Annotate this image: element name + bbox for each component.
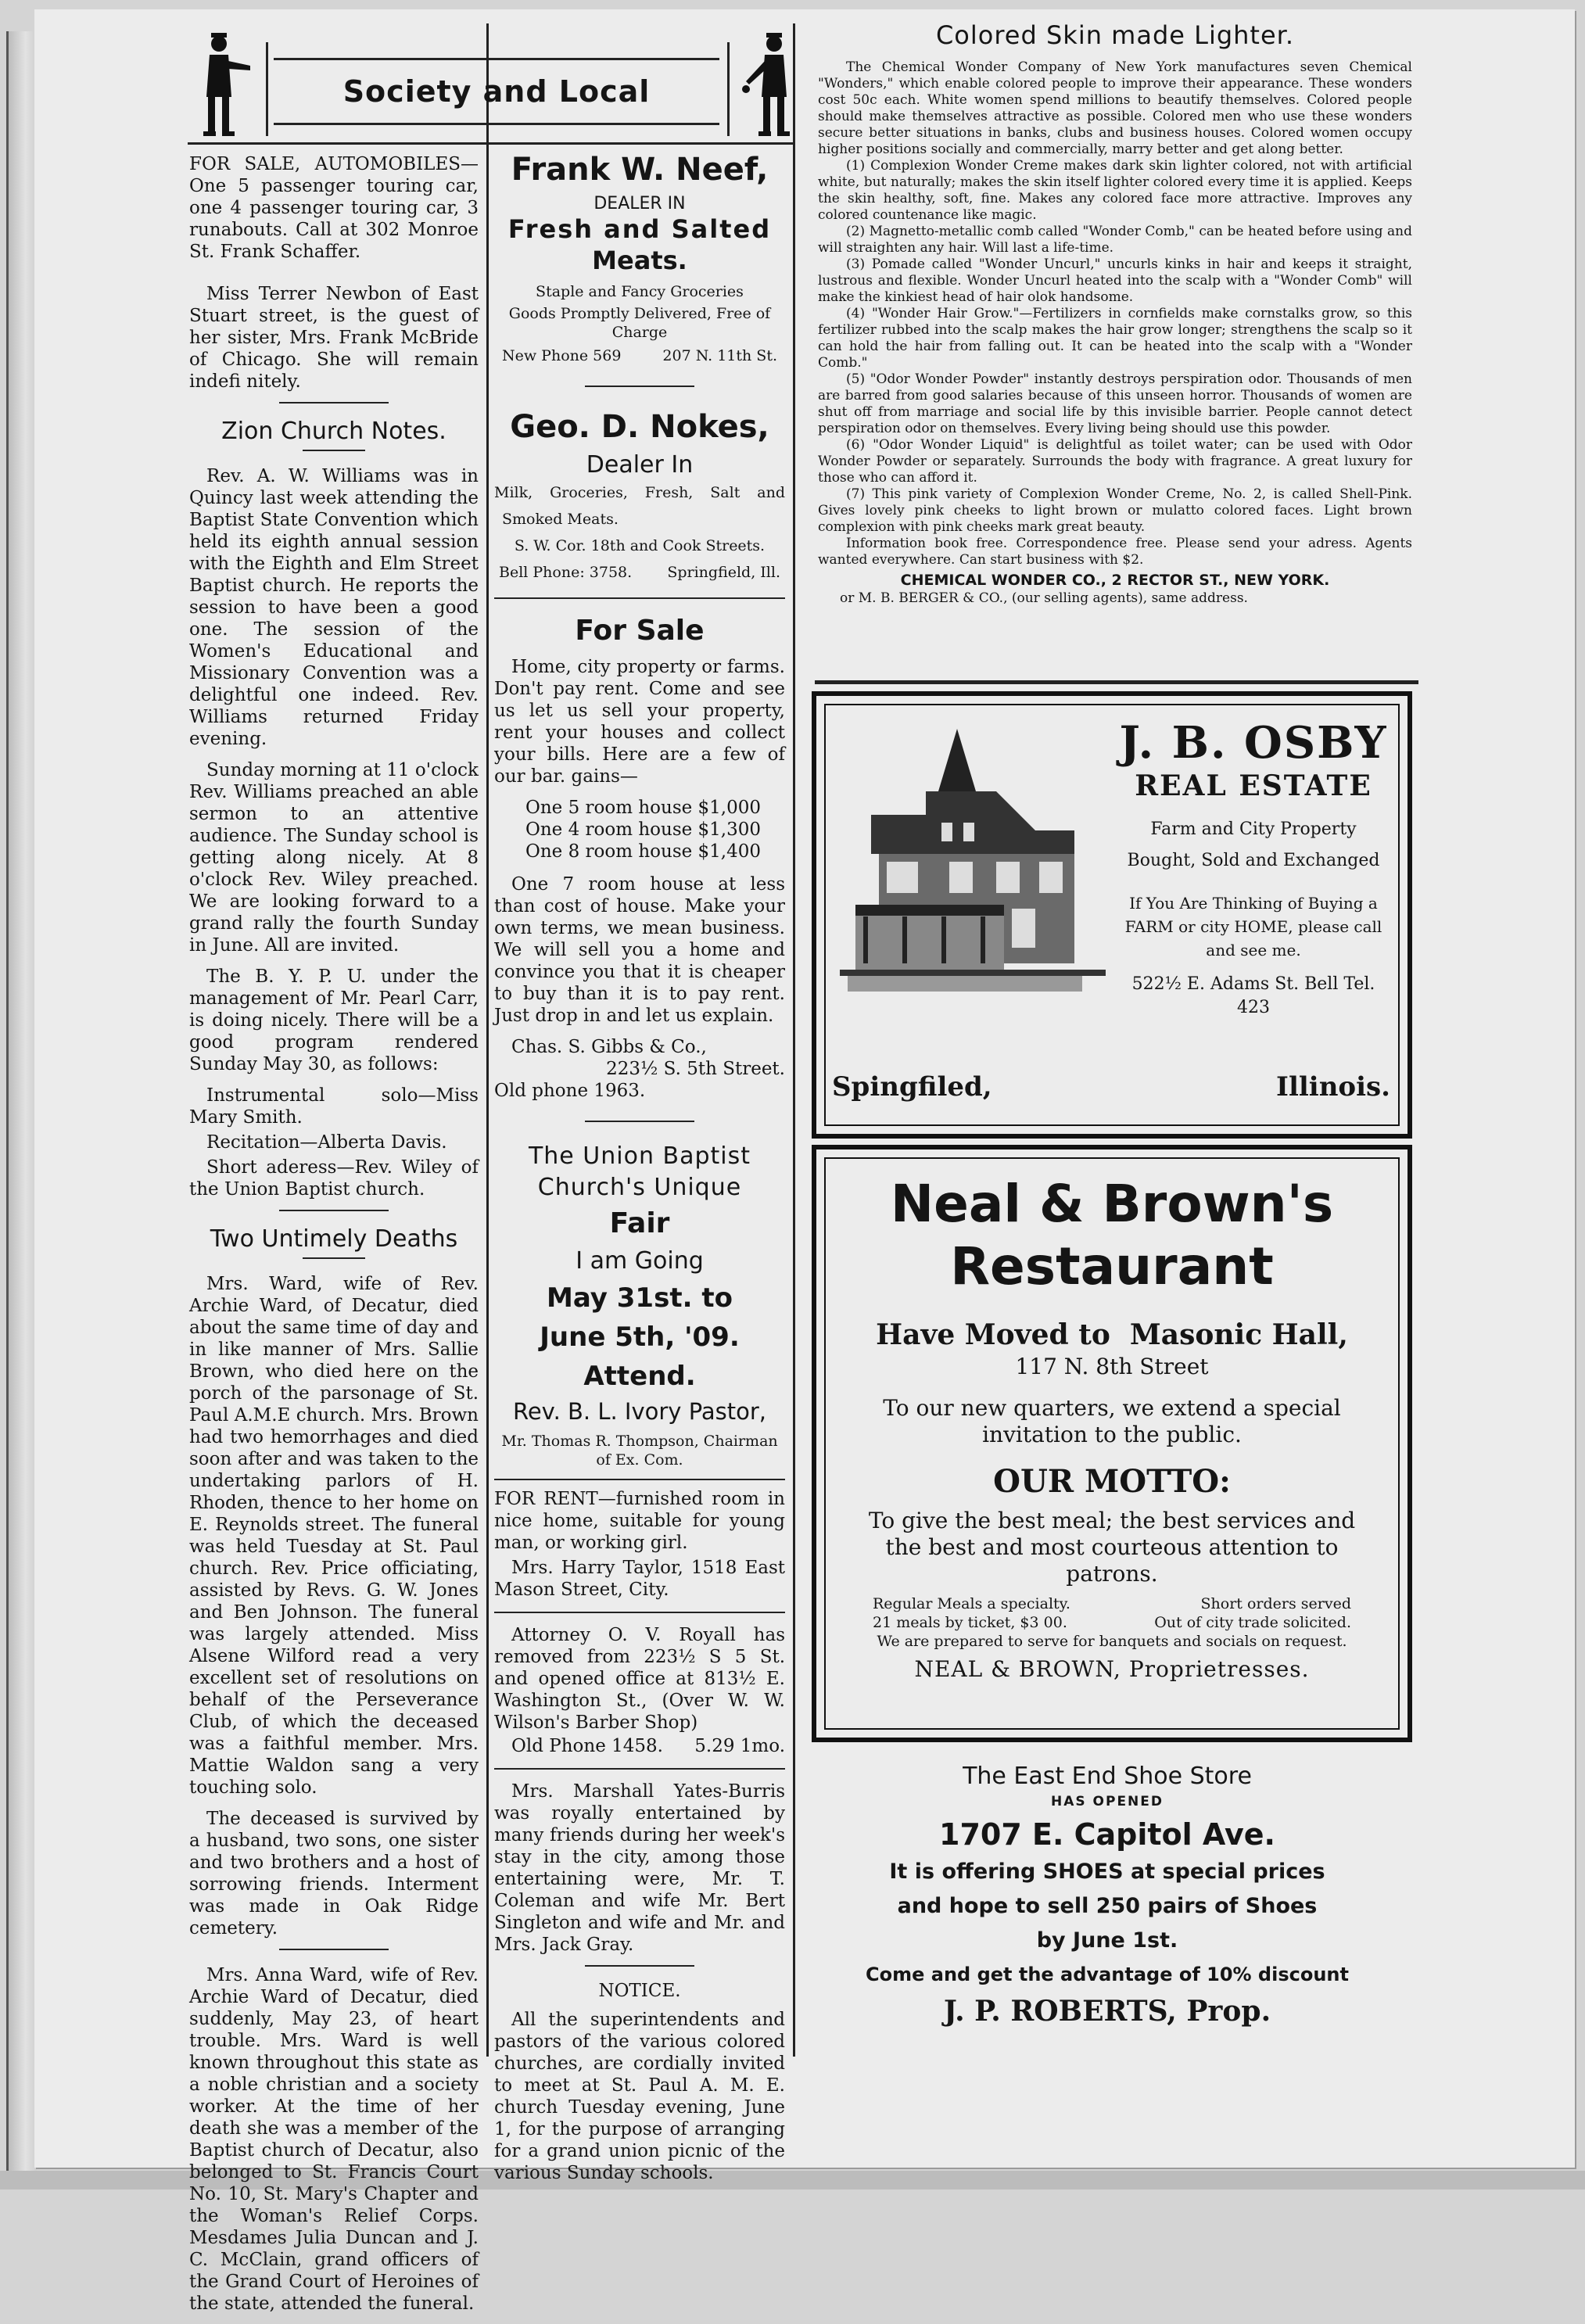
house-illustration-icon — [840, 721, 1106, 1002]
newspaper-page — [34, 9, 1575, 2314]
shoe-line: It is offering SHOES at special prices — [889, 1860, 1325, 1884]
neal-moved: Have Moved to Masonic Hall, — [876, 1318, 1348, 1351]
neef-address: 207 N. 11th St. — [662, 347, 777, 364]
zion-program-item: Instrumental solo—Miss Mary Smith. — [189, 1085, 479, 1128]
divider — [815, 680, 1418, 684]
skin-paragraph: The Chemical Wonder Company of New York manufactures seven Chemical "Wonders," which enable colored people to improve their appearance. These wonders cost 50c each. White women spend millions to beautify themselves. Colored people should make themselves attractive as possible. Colored men who use these wonders secure better situations in banks, clubs and business houses. Colored women occupy higher positions socially and commercially, marry better and get along better. — [818, 59, 1412, 157]
skin-paragraph: (7) This pink variety of Complexion Wonder Creme, No. 2, is called Shell-Pink. Gives lovely pink cheeks to light brown or mulatto colored faces. Light brown complexion with pink cheeks mark great beauty. — [818, 486, 1412, 535]
man-figure-right-icon — [735, 27, 805, 144]
forsale-ad — [494, 615, 785, 1102]
neal-regular: Regular Meals a specialty. — [873, 1595, 1070, 1612]
divider — [279, 1210, 389, 1211]
automobiles-ad: FOR SALE, AUTOMOBILES— One 5 passenger touring car, one 4 passenger touring car, 3 runabouts. Call at 302 Monroe St. Frank Schaffer. — [189, 154, 479, 262]
shoe-line: J. P. ROBERTS, Prop. — [943, 1995, 1271, 2028]
neal-row — [873, 1614, 1351, 1631]
nokes-contact — [499, 563, 780, 582]
zion-program-item: Recitation—Alberta Davis. — [206, 1132, 447, 1153]
divider — [303, 450, 365, 451]
skin-ad — [818, 20, 1412, 606]
gibbs-phone: Old phone 1963. — [494, 1081, 646, 1101]
neal-restaurant: Restaurant — [950, 1236, 1274, 1296]
skin-paragraph: (2) Magnetto-metallic comb called "Wonder Comb," can be heated before using and will straighten any hair. Will last a life-time. — [818, 224, 1412, 256]
nokes-dealer: Dealer In — [586, 451, 694, 479]
divider — [494, 1479, 785, 1480]
shoe-store-ad — [812, 1761, 1403, 2032]
fair-line: Rev. B. L. Ivory Pastor, — [512, 1398, 767, 1425]
neal-banquets: We are prepared to serve for banquets and socials on request. — [877, 1633, 1347, 1650]
neal-ticket: 21 meals by ticket, $3 00. — [873, 1614, 1067, 1631]
nokes-goods: Milk, Groceries, Fresh, Salt and — [494, 484, 785, 501]
divider — [494, 597, 785, 599]
neal-short-orders: Short orders served — [1200, 1595, 1351, 1612]
forsale-heading: For Sale — [575, 615, 705, 647]
neal-motto: OUR MOTTO: — [993, 1463, 1231, 1500]
forsale-paragraph: One 7 room house at less than cost of house. Make your own terms, we mean business. We will sell you a home and convince you that it is cheaper to buy than it is to pay rent. Just drop in and let us explain. — [494, 874, 785, 1026]
zion-paragraph: The B. Y. P. U. under the management of Mr. Pearl Carr, is doing nicely. There will be a good program rendered Sunday May 30, as follows: — [189, 967, 479, 1074]
fair-line: The Union Baptist — [528, 1142, 751, 1170]
fair-line: Church's Unique — [537, 1174, 742, 1201]
skin-paragraph: Information book free. Correspondence free. Please send your adress. Agents wanted everywhere. Can start business with $2. — [818, 536, 1412, 568]
osby-state: Illinois. — [1276, 1071, 1390, 1103]
osby-city: Spingfiled, — [832, 1071, 992, 1103]
newbon-notice: Miss Terrer Newbon of East Stuart street, is the guest of her sister, Mrs. Frank McBride of Chicago. She will remain indefi nitely. — [189, 284, 479, 392]
shoe-line: 1707 E. Capitol Ave. — [939, 1817, 1275, 1852]
osby-invite: If You Are Thinking of Buying a FARM or city HOME, please call and see me. — [1124, 894, 1382, 959]
osby-name: J. B. OSBY — [1119, 717, 1388, 769]
nokes-phone: Bell Phone: 3758. — [499, 564, 633, 581]
skin-heading: Colored Skin made Lighter. — [935, 20, 1295, 50]
masthead — [188, 27, 813, 144]
neef-line: Meats. — [592, 246, 687, 275]
neal-name: Neal & Brown's — [890, 1174, 1334, 1234]
skin-paragraph: (4) "Wonder Hair Grow."—Fertilizers in cornfields make cornstalks grow, so this fertilizer rubbed into the scalp makes the hair grow longer; strengthens the scalp so it can hold the hair from falling out. It can be heated into the scalp with a "Wonder Comb." — [818, 306, 1412, 371]
divider — [494, 1612, 785, 1613]
neef-line: Fresh and Salted — [507, 214, 772, 244]
notice-text: All the superintendents and pastors of the various colored churches, are cordially invited to meet at St. Paul A. M. E. church Tuesday evening, June 1, for the purpose of arranging for a grand union picnic of the various Sunday schools. — [494, 2010, 785, 2183]
neal-brown-ad — [812, 1145, 1412, 1742]
skin-agents: or M. B. BERGER & CO., (our selling agents), same address. — [840, 590, 1248, 606]
osby-farm: Farm and City Property — [1150, 819, 1357, 839]
man-figure-left-icon — [188, 27, 258, 144]
osby-bought: Bought, Sold and Exchanged — [1127, 851, 1380, 870]
nokes-city: Springfield, Ill. — [667, 564, 780, 581]
deaths-paragraph: Mrs. Ward, wife of Rev. Archie Ward, of Decatur, died about the same time of day and in like manner of Mrs. Sallie Brown, who died here on the porch of the parsonage of St. Paul A.M.E church. Mrs. Brown had two hemorrhages and died soon after and was taken to the undertaking parlors of H. Rhoden, thence to her home on E. Reynolds street. The funeral was held Tuesday at St. Paul church. Rev. Price officiating, assisted by Revs. G. W. Jones and Ben Johnson. The funeral was largely attended. Miss Alsene Wilford read a very excellent set of resolutions on behalf of the Perseverance Club, of which the deceased was a faithful member. Mrs. Mattie Waldon sang a very touching solo. — [189, 1274, 479, 1798]
zion-paragraph: Sunday morning at 11 o'clock Rev. Williams preached an able sermon to an attentive audience. The Sunday school is getting along nicely. At 8 o'clock Rev. Wiley preached. We are looking forward to a grand rally the fourth Sunday in June. All are invited. — [189, 760, 479, 956]
column-3 — [818, 20, 1412, 606]
divider — [303, 1257, 365, 1259]
royall-date: 5.29 1mo. — [694, 1736, 785, 1756]
divider — [585, 386, 694, 387]
osby-address: 522½ E. Adams St. Bell Tel. 423 — [1131, 974, 1375, 1017]
deaths-heading: Two Untimely Deaths — [210, 1225, 458, 1253]
gibbs-address: 223½ S. 5th Street. — [606, 1059, 785, 1079]
column-rule-1 — [486, 23, 489, 2057]
osby-text — [1115, 718, 1392, 1020]
binding-edge — [6, 31, 37, 2174]
deaths-paragraph: Mrs. Anna Ward, wife of Rev. Archie Ward of Decatur, died suddenly, May 23, of heart trouble. Mrs. Ward is well known throughout this state as a noble christian and a society worker. At the time of her death she was a member of the Baptist church of Decatur, also belonged to St. Francis Court No. 10, St. Mary's Chapter and the Woman's Relief Corps. Mesdames Julia Duncan and J. C. McClain, grand officers of the Grand Court of Heroines of the state, attended the funeral. — [189, 1965, 479, 2314]
masthead-divider — [266, 42, 268, 136]
fair-line: June 5th, '09. — [540, 1322, 740, 1353]
divider — [585, 1965, 694, 1967]
neef-name: Frank W. Neef, — [511, 152, 769, 188]
neal-give: To give the best meal; the best services and the best and most courteous attention to patrons. — [868, 1508, 1356, 1587]
osby-inner-frame — [824, 704, 1400, 1126]
house-listing: One 8 room house $1,400 — [525, 841, 762, 862]
divider — [585, 1121, 694, 1122]
masthead-title-box — [274, 58, 719, 125]
osby-ad — [812, 691, 1412, 1139]
fair-line: Mr. Thomas R. Thompson, Chairman of Ex. Com. — [501, 1433, 778, 1469]
neal-proprietresses: NEAL & BROWN, Proprietresses. — [914, 1656, 1310, 1682]
nokes-smoked: Smoked Meats. — [502, 511, 619, 528]
shoe-line: The East End Shoe Store — [963, 1763, 1252, 1790]
nokes-ad — [494, 407, 785, 582]
shoe-line: and hope to sell 250 pairs of Shoes — [897, 1894, 1318, 1918]
nokes-address: S. W. Cor. 18th and Cook Streets. — [514, 537, 766, 554]
neef-dealer: DEALER IN — [593, 194, 686, 213]
column-2 — [494, 150, 785, 2193]
royall-phone: Old Phone 1458. — [511, 1736, 663, 1756]
neef-goods: Goods Promptly Delivered, Free of Charge — [508, 305, 771, 341]
zion-program-item: Short aderess—Rev. Wiley of the Union Baptist church. — [189, 1157, 479, 1200]
forrent-signature: Mrs. Harry Taylor, 1518 East Mason Street, City. — [494, 1558, 785, 1600]
skin-paragraph: (6) "Odor Wonder Liquid" is delightful as toilet water; can be used with Odor Wonder Powder or separately. Surrounds the body with fragrance. A great luxury for those who can afford it. — [818, 437, 1412, 486]
divider — [279, 1949, 389, 1950]
house-listing: One 4 room house $1,300 — [525, 819, 762, 840]
skin-company: CHEMICAL WONDER CO., 2 RECTOR ST., NEW YORK. — [900, 572, 1330, 589]
masthead-divider-right — [727, 42, 730, 136]
neal-row — [873, 1595, 1351, 1612]
skin-paragraph: (5) "Odor Wonder Powder" instantly destroys perspiration odor. Thousands of men are barred from good salaries because of this unseen horror. Thousands of women are shut off from marriage and social life by this invisible barrier. People cannot detect perspiration odor on themselves. Every living being should use this powder. — [818, 371, 1412, 436]
shoe-line: Come and get the advantage of 10% discount — [866, 1964, 1349, 1985]
deaths-paragraph: The deceased is survived by a husband, two sons, one sister and two brothers and a host of sorrowing friends. Interment was made in Oak Ridge cemetery. — [189, 1809, 479, 1938]
divider — [494, 1768, 785, 1770]
neef-phone: New Phone 569 — [502, 347, 622, 364]
neal-out-of-city: Out of city trade solicited. — [1154, 1614, 1351, 1631]
fair-line: Fair — [609, 1207, 670, 1239]
zion-heading: Zion Church Notes. — [221, 418, 446, 445]
royall-footer — [511, 1735, 785, 1757]
royall-notice: Attorney O. V. Royall has removed from 223½ S 5 St. and opened office at 813½ E. Washington St., (Over W. W. Wilson's Barber Shop) — [494, 1625, 785, 1733]
divider — [279, 402, 389, 403]
masthead-title: Society and Local — [342, 74, 651, 109]
fair-line: Attend. — [583, 1361, 696, 1392]
notice-heading: NOTICE. — [598, 1981, 681, 2001]
column-1 — [189, 153, 479, 2324]
skin-paragraph: (1) Complexion Wonder Creme makes dark skin lighter colored, not with artificial white, but naturally; makes the skin itself lighter colored every time it is applied. Keeps the skin healthy, soft, fine. Makes any colored face more attractive. Improves any colored countenance like magic. — [818, 158, 1412, 223]
house-listing: One 5 room house $1,000 — [525, 798, 762, 818]
neef-contact — [502, 346, 777, 365]
neef-staple: Staple and Fancy Groceries — [536, 283, 744, 300]
shoe-line: HAS OPENED — [1050, 1794, 1164, 1809]
fair-line: May 31st. to — [547, 1282, 733, 1314]
forsale-paragraph: Home, city property or farms. Don't pay rent. Come and see us let us sell your property, rent your houses and collect your bills. Here are a few of our bar. gains— — [494, 657, 785, 787]
fair-ad — [494, 1141, 785, 1469]
osby-real-estate: REAL ESTATE — [1135, 769, 1372, 802]
burris-notice: Mrs. Marshall Yates-Burris was royally entertained by many friends during her week's stay in the city, among those entertaining were, Mr. T. Coleman and wife Mr. Bert Singleton and wife and Mr. and Mrs. Jack Gray. — [494, 1781, 785, 1955]
neef-ad — [494, 150, 785, 365]
neal-inner-frame — [824, 1157, 1400, 1730]
shoe-line: by June 1st. — [1036, 1928, 1178, 1953]
nokes-name: Geo. D. Nokes, — [510, 409, 769, 445]
fair-line: I am Going — [576, 1247, 704, 1275]
neal-street: 117 N. 8th Street — [1015, 1354, 1209, 1379]
skin-paragraph: (3) Pomade called "Wonder Uncurl," uncurls kinks in hair and keeps it straight, lustrous and flexible. Wonder Uncurl heated into the scalp with a "Wonder Comb" will make the kinkiest head of hair olok handsome. — [818, 256, 1412, 305]
zion-paragraph: Rev. A. W. Williams was in Quincy last week attending the Baptist State Convention which held its eighth annual session with the Eighth and Elm Street Baptist church. He reports the session to have been a good one. The session of the Women's Educational and Missionary Convention was a delightful one indeed. Rev. Williams returned Friday evening. — [189, 466, 479, 749]
column-rule-2 — [793, 23, 795, 2057]
neal-quarters: To our new quarters, we extend a special invitation to the public. — [883, 1395, 1341, 1447]
forrent-ad: FOR RENT—furnished room in nice home, suitable for young man, or working girl. — [494, 1489, 785, 1553]
gibbs-name: Chas. S. Gibbs & Co., — [511, 1037, 707, 1057]
